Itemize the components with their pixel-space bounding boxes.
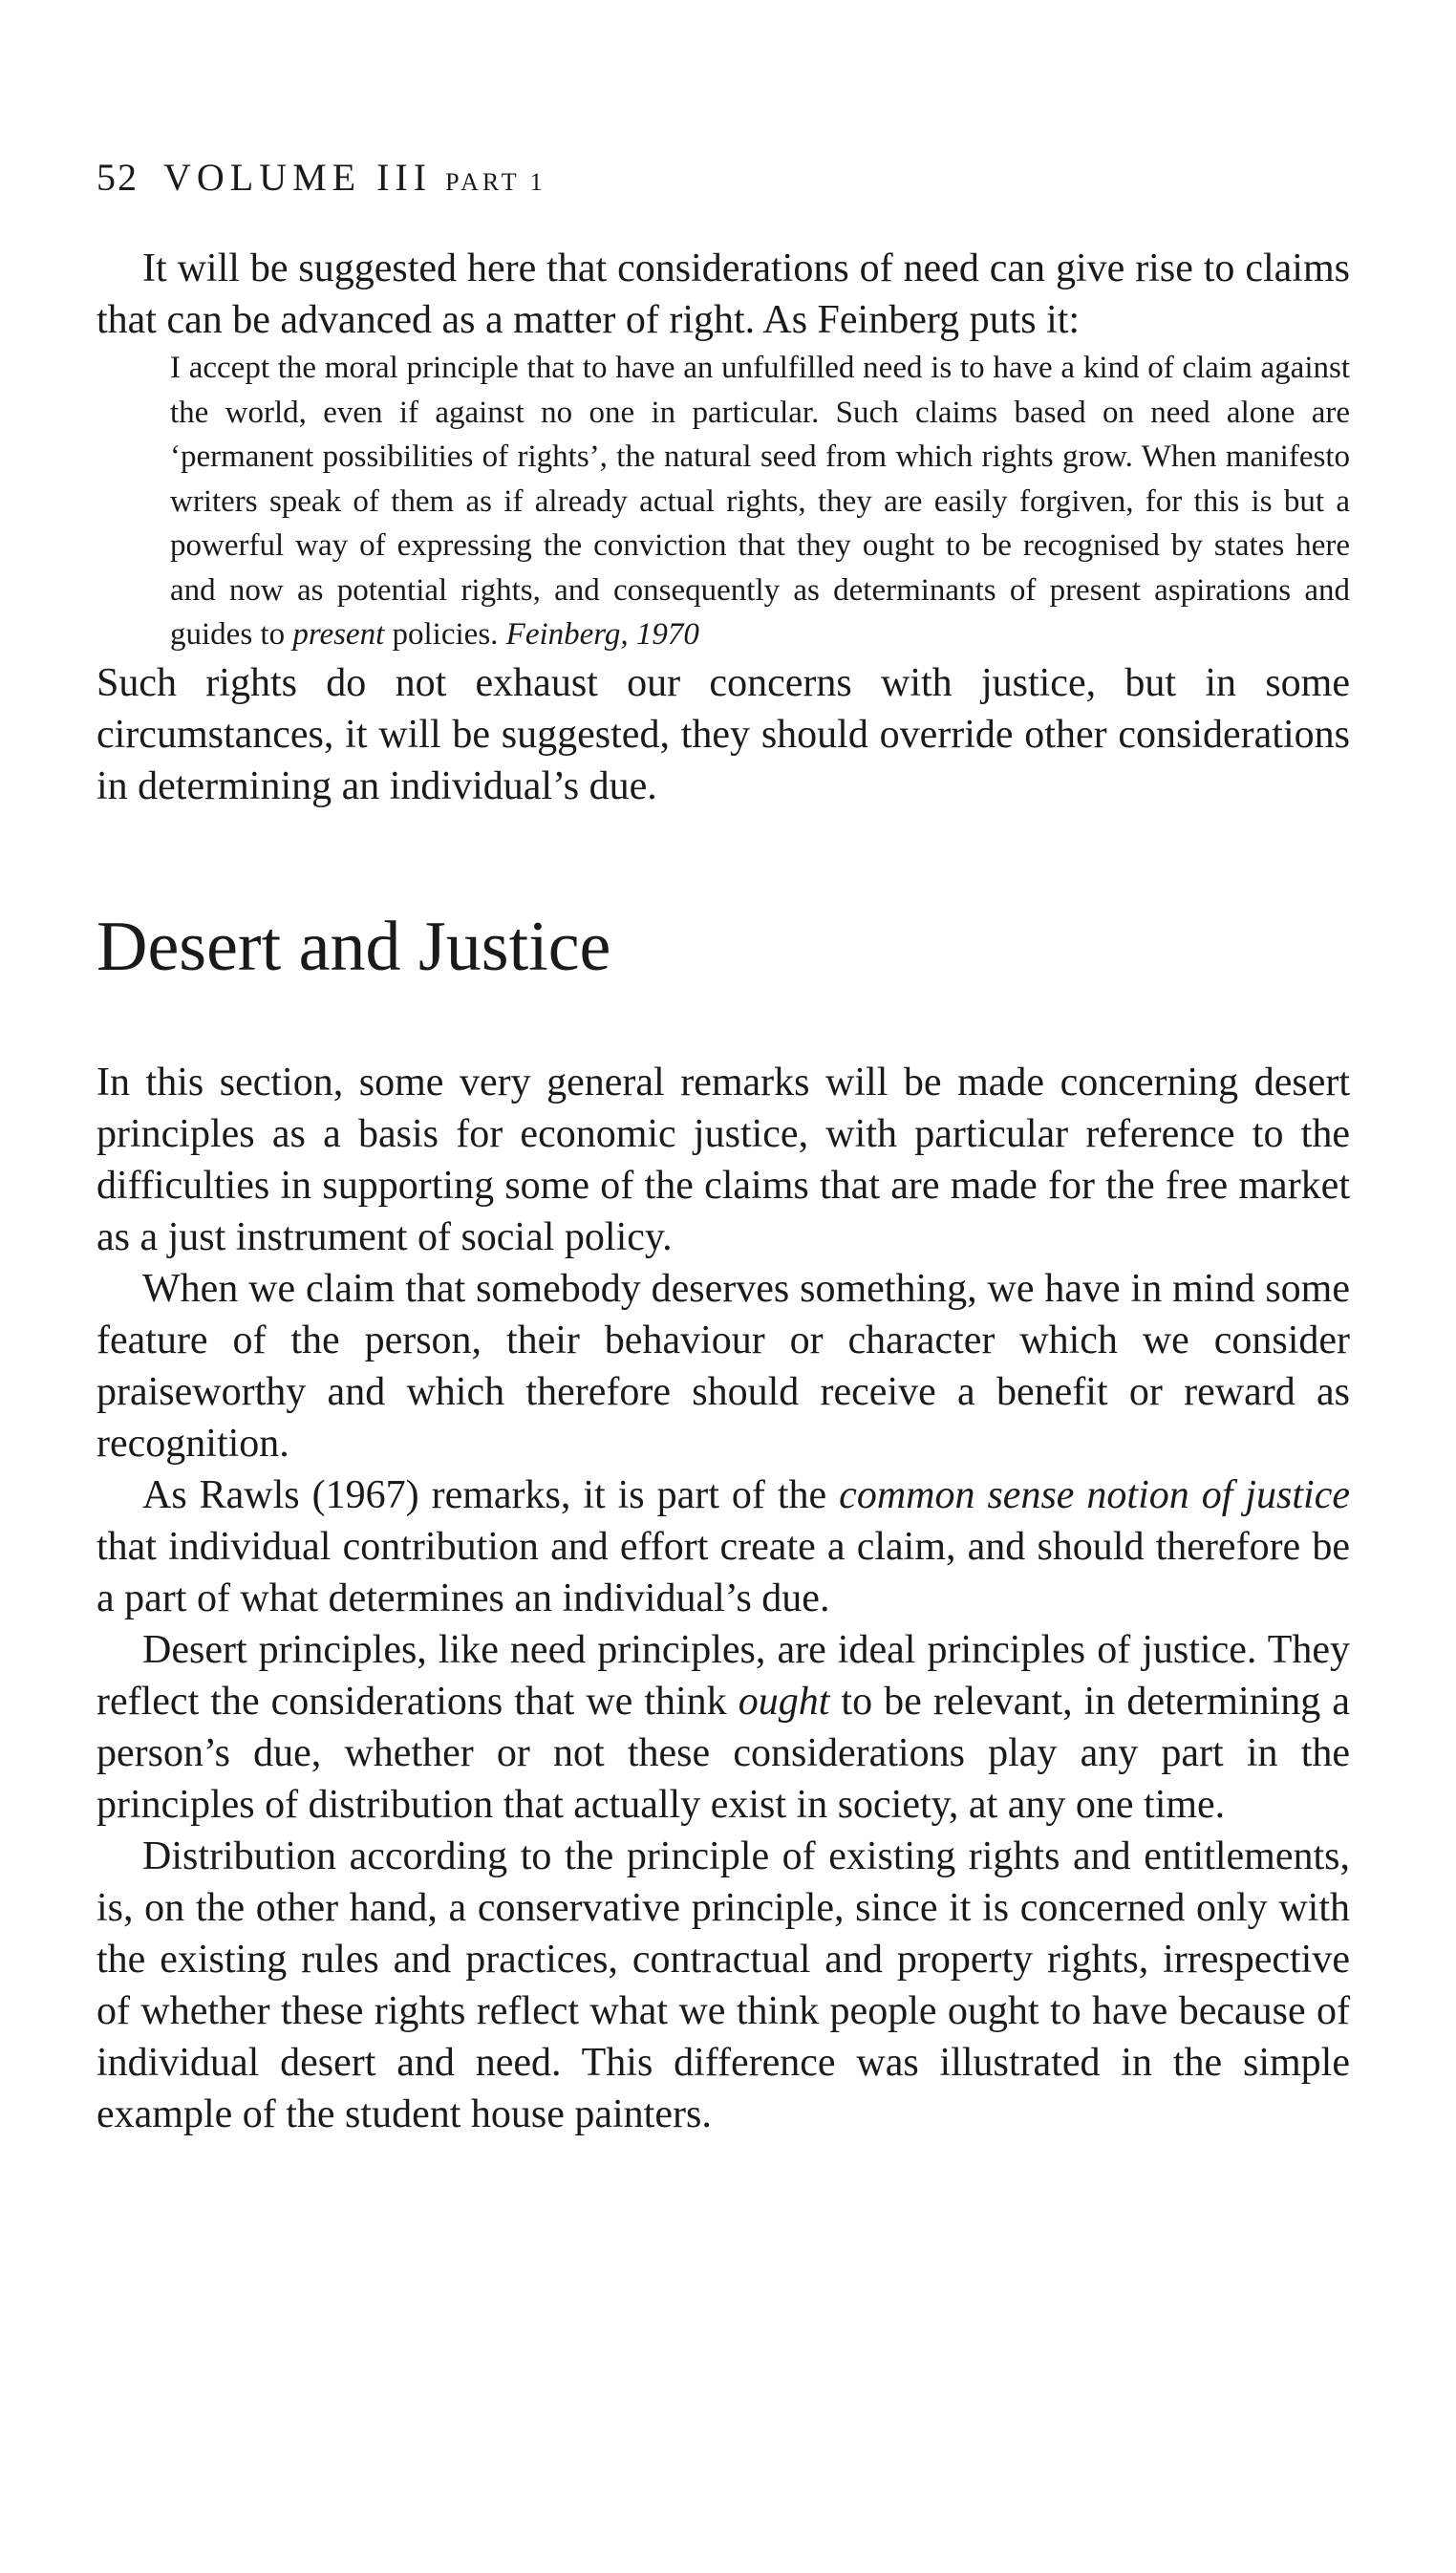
- p4-text-before: Desert principles, like need principles, are ideal principles of justice. They reflect the considerations that we think: [96, 1627, 1350, 1724]
- p3-text-before: As Rawls (1967) remarks, it is part of the: [142, 1472, 840, 1517]
- part-label: PART 1: [445, 168, 546, 196]
- section-paragraph-3: [96, 1469, 1350, 1624]
- section-paragraph-5: Distribution according to the principle of existing rights and entitlements, is, on the other hand, a conservative principle, since it is concerned only with the existing rules and practices, contractual and property rights, irrespective of whether these rights reflect what we think people ought to have because of individual desert and need. This difference was illustrated in the simple example of the student house painters.: [96, 1833, 1350, 2136]
- section-heading: Desert and Justice: [96, 907, 611, 986]
- intro-paragraph: It will be suggested here that considerations of need can give rise to claims that can be advanced as a matter of right. As Feinberg puts it:: [96, 247, 1350, 342]
- page-number: 52: [96, 156, 139, 199]
- p4-text-after: to be relevant, in determining a person’s due, whether or not these considerations play any part in the principles of distribution that actually exist in society, at any one time.: [96, 1679, 1350, 1827]
- after-quote-paragraph: Such rights do not exhaust our concerns with justice, but in some circumstances, it will be suggested, they should override other considerations in determining an individual’s due.: [96, 660, 1350, 808]
- p3-emphasis: common sense notion of justice: [839, 1472, 1350, 1517]
- quote-citation: Feinberg, 1970: [505, 617, 699, 652]
- quote-after-emphasis: policies.: [384, 617, 506, 652]
- quote-text: I accept the moral principle that to have an unfulfilled need is to have a kind of claim against the world, even if against no one in particular. Such claims based on need alone are ‘permanent possibilities of rights’, the natural seed from which rights grow. When manifesto writers speak of them as if already actual rights, they are easily forgiven, for this is but a powerful way of expressing the conviction that they ought to be recognised by states here and now as potential rights, and consequently as determinants of present aspirations and guides to: [170, 351, 1350, 652]
- body-text: [96, 243, 1350, 2140]
- section-paragraph-4: [96, 1624, 1350, 1831]
- running-head: [96, 156, 546, 199]
- quote-emphasis: present: [292, 617, 385, 652]
- p3-text-after: that individual contribution and effort create a claim, and should therefore be a part of what determines an individual’s due.: [96, 1524, 1350, 1620]
- p4-emphasis: ought: [738, 1679, 830, 1724]
- volume-label: VOLUME III: [163, 156, 433, 199]
- feinberg-quotation: [170, 346, 1350, 657]
- section-paragraph-2: When we claim that somebody deserves something, we have in mind some feature of the person, their behaviour or character which we consider praiseworthy and which therefore should receive a benefit or reward as recognition.: [96, 1266, 1350, 1466]
- section-paragraph-1: In this section, some very general remarks will be made concerning desert principles as a basis for economic justice, with particular reference to the difficulties in supporting some of the claims that are made for the free market as a just instrument of social policy.: [96, 1060, 1350, 1259]
